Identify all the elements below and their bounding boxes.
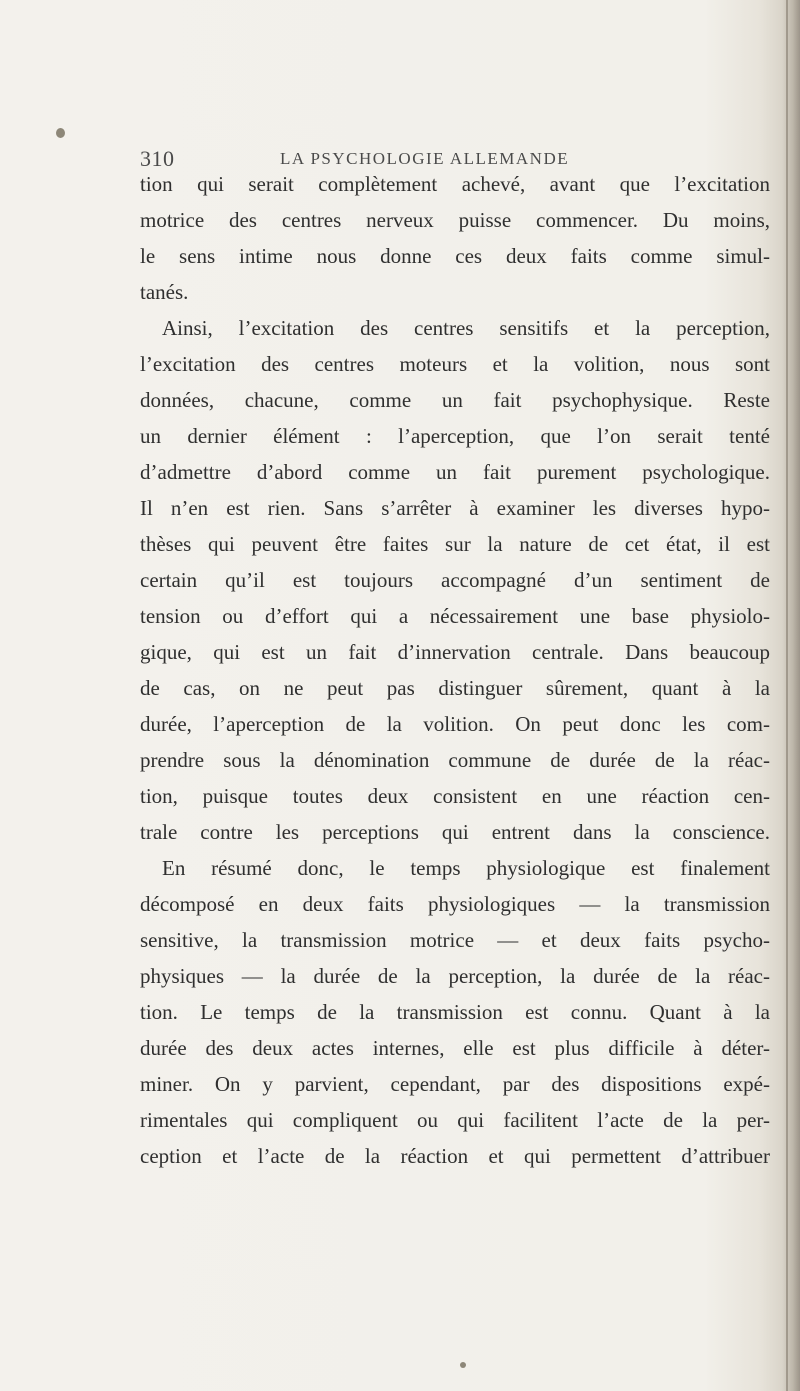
text-line: de cas, on ne peut pas distinguer sûrement, quant à la: [140, 676, 770, 700]
text-line: certain qu’il est toujours accompagné d’un sentiment de: [140, 568, 770, 592]
text-line: tion qui serait complètement achevé, avant que l’excitation: [140, 172, 770, 196]
text-line: sensitive, la transmission motrice — et deux faits psycho-: [140, 928, 770, 952]
text-line: tanés.: [140, 280, 189, 304]
page-number: 310: [140, 146, 175, 171]
page-edge-shadow: [782, 0, 800, 1391]
text-line: durée des deux actes internes, elle est plus difficile à déter-: [140, 1036, 770, 1060]
text-line: tension ou d’effort qui a nécessairement une base physiolo-: [140, 604, 770, 628]
text-line: Il n’en est rien. Sans s’arrêter à examiner les diverses hypo-: [140, 496, 770, 520]
ink-spot: [56, 128, 65, 138]
text-line: durée, l’aperception de la volition. On peut donc les com-: [140, 712, 770, 736]
text-line: trale contre les perceptions qui entrent dans la conscience.: [140, 820, 770, 844]
text-line: miner. On y parvient, cependant, par des dispositions expé-: [140, 1072, 770, 1096]
text-line: le sens intime nous donne ces deux faits comme simul-: [140, 244, 770, 268]
text-line: d’admettre d’abord comme un fait purement psychologique.: [140, 460, 770, 484]
text-line: données, chacune, comme un fait psychophysique. Reste: [140, 388, 770, 412]
text-line: prendre sous la dénomination commune de durée de la réac-: [140, 748, 770, 772]
running-head: LA PSYCHOLOGIE ALLEMANDE: [280, 149, 570, 168]
text-line: l’excitation des centres moteurs et la volition, nous sont: [140, 352, 770, 376]
ink-dot: [460, 1362, 466, 1368]
paragraph-start-line: En résumé donc, le temps physiologique est finalement: [162, 856, 770, 880]
text-line: motrice des centres nerveux puisse commencer. Du moins,: [140, 208, 770, 232]
text-line: rimentales qui compliquent ou qui facilitent l’acte de la per-: [140, 1108, 770, 1132]
text-line: thèses qui peuvent être faites sur la nature de cet état, il est: [140, 532, 770, 556]
text-line: physiques — la durée de la perception, la durée de la réac-: [140, 964, 770, 988]
paragraph-start-line: Ainsi, l’excitation des centres sensitifs et la perception,: [162, 316, 770, 340]
text-line: décomposé en deux faits physiologiques — la transmission: [140, 892, 770, 916]
text-line: tion. Le temps de la transmission est connu. Quant à la: [140, 1000, 770, 1024]
text-line: ception et l’acte de la réaction et qui permettent d’attribuer: [140, 1144, 770, 1168]
text-line: un dernier élément : l’aperception, que l’on serait tenté: [140, 424, 770, 448]
text-line: tion, puisque toutes deux consistent en une réaction cen-: [140, 784, 770, 808]
text-line: gique, qui est un fait d’innervation centrale. Dans beaucoup: [140, 640, 770, 664]
body-text: [140, 166, 770, 1174]
